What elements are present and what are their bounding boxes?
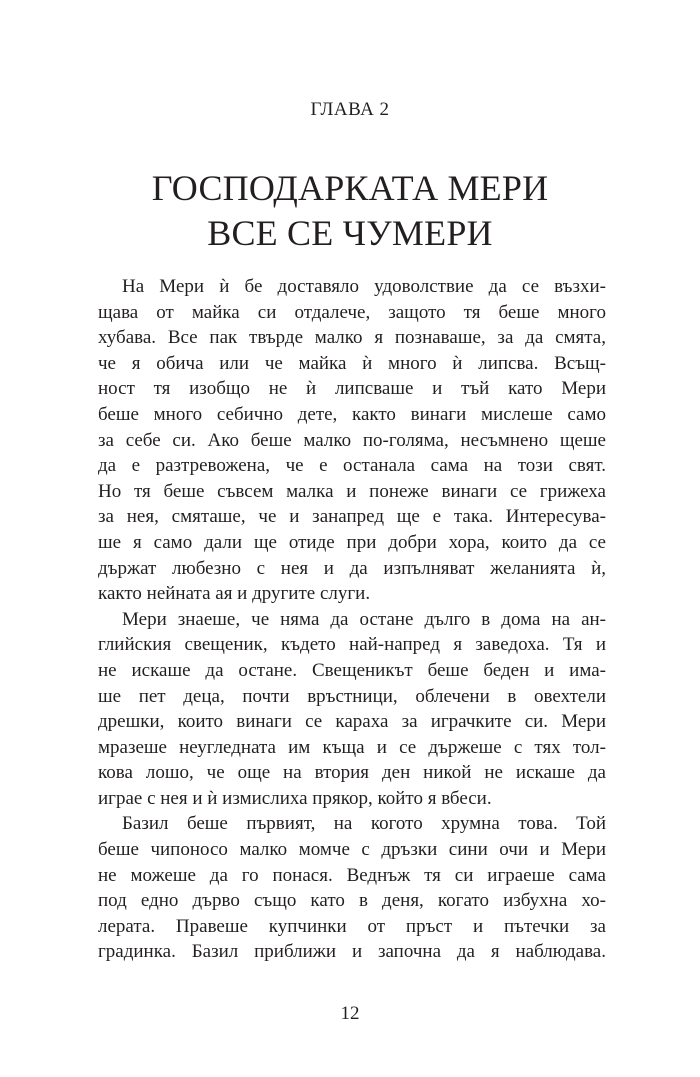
text-line: лерата. Правеше купчинки от пръст и пътечки за	[98, 915, 606, 937]
text-line: беше чипоносо малко момче с дръзки сини очи и Мери	[98, 839, 606, 861]
text-line: беше много себично дете, както винаги мислеше само	[98, 403, 606, 425]
page-number: 12	[340, 1003, 360, 1024]
text-line: щава от майка си отдалече, защото тя беше много	[98, 301, 606, 323]
text-line: както нейната ая и другите слуги.	[98, 583, 371, 605]
text-line: градинка. Базил приближи и започна да я наблюдава.	[98, 941, 606, 963]
text-line: държат любезно с нея и да изпълняват желанията ѝ,	[98, 557, 606, 579]
chapter-label: ГЛАВА 2	[310, 99, 390, 120]
text-line: да е разтревожена, че е останала сама на този свят.	[98, 455, 606, 477]
text-line: Но тя беше съвсем малка и понеже винаги се грижеха	[98, 480, 606, 502]
text-line: Базил беше първият, на когото хрумна това. Той	[122, 813, 606, 835]
text-line: ност тя изобщо не ѝ липсваше и тъй като Мери	[98, 378, 606, 400]
text-line: играе с нея и ѝ измислиха прякор, който я вбеси.	[98, 787, 492, 809]
text-line: не искаше да остане. Свещеникът беше беден и има-	[98, 659, 606, 681]
chapter-title-line: ГОСПОДАРКАТА МЕРИ	[151, 168, 549, 208]
text-line: за нея, смяташе, че и занапред ще е така. Интересува-	[98, 506, 606, 528]
text-line: дрешки, които винаги се караха за играчките си. Мери	[98, 711, 606, 733]
text-line: не можеше да го понася. Веднъж тя си играеше сама	[98, 864, 606, 886]
text-line: мразеше неугледната им къща и се държеше с тях тол-	[98, 736, 606, 758]
chapter-title-line: ВСЕ СЕ ЧУМЕРИ	[207, 213, 493, 253]
text-line: за себе си. Ако беше малко по-голяма, несъмнено щеше	[98, 429, 606, 451]
text-line: глийския свещеник, където най-напред я заведоха. Тя и	[98, 634, 606, 656]
text-line: ше я само дали ще отиде при добри хора, които да се	[98, 531, 606, 553]
text-line: На Мери ѝ бе доставяло удоволствие да се възхи-	[122, 276, 606, 297]
text-line: хубава. Все пак твърде малко я познаваше, за да смята,	[98, 327, 606, 349]
text-line: Мери знаеше, че няма да остане дълго в дома на ан-	[122, 608, 606, 630]
text-line: кова лошо, че още на втория ден никой не искаше да	[98, 762, 606, 784]
text-line: под едно дърво също като в деня, когато избухна хо-	[98, 890, 606, 912]
text-line: че я обича или че майка ѝ много ѝ липсва. Всъщ-	[98, 352, 606, 374]
body-text	[98, 274, 606, 965]
text-line: ше пет деца, почти връстници, облечени в овехтели	[98, 685, 606, 707]
chapter-title	[0, 166, 700, 256]
